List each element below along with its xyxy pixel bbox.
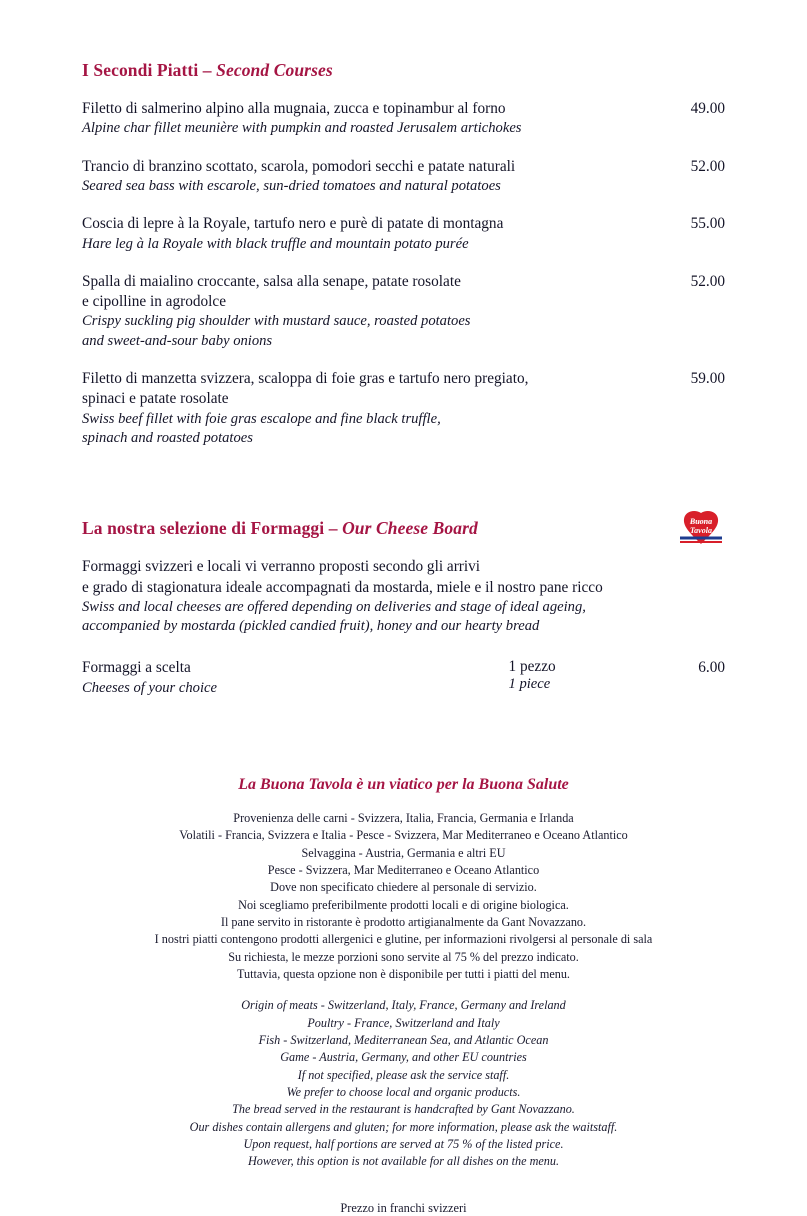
svg-text:Tavola: Tavola bbox=[690, 526, 712, 536]
section-title-en: Our Cheese Board bbox=[342, 518, 478, 539]
footer-note-line-en: The bread served in the restaurant is handcrafted by Gant Novazzano. bbox=[232, 1102, 575, 1117]
footer-title: La Buona Tavola è un viatico per la Buona Salute bbox=[238, 775, 569, 793]
section-title-dash: – bbox=[324, 518, 343, 539]
cheese-desc-it-line: Formaggi svizzeri e locali vi verranno proposti secondo gli arrivi bbox=[82, 558, 481, 576]
menu-item-price: 59.00 bbox=[690, 369, 725, 387]
menu-item-price: 49.00 bbox=[690, 100, 725, 117]
section-title-it: La nostra selezione di Formaggi bbox=[82, 518, 325, 539]
footer-notes bbox=[82, 776, 725, 1216]
footer-note-line: Provenienza delle carni - Svizzera, Italia, Francia, Germania e Irlanda bbox=[233, 810, 574, 825]
menu-item-text bbox=[82, 214, 665, 254]
menu-item-en-line: Alpine char fillet meunière with pumpkin and roasted Jerusalem artichokes bbox=[82, 120, 522, 137]
menu-item-it-line: e cipolline in agrodolce bbox=[82, 293, 226, 311]
footer-note-line-en: Game - Austria, Germany, and other EU countries bbox=[280, 1050, 527, 1065]
footer-note-line-en: Origin of meats - Switzerland, Italy, France, Germany and Ireland bbox=[241, 998, 566, 1013]
menu-item-en-line: Cheeses of your choice bbox=[82, 679, 217, 696]
menu-item bbox=[82, 272, 725, 351]
footer-note-line: Tuttavia, questa opzione non è disponibile per tutti i piatti del menu. bbox=[237, 966, 570, 981]
menu-item bbox=[82, 99, 725, 139]
menu-item-en-line: Swiss beef fillet with foie gras escalope and fine black truffle, bbox=[82, 410, 441, 427]
menu-item-it-line: Coscia di lepre à la Royale, tartufo nero e purè di patate di montagna bbox=[82, 215, 504, 233]
menu-item-it-line: Formaggi a scelta bbox=[82, 659, 191, 677]
buona-tavola-logo bbox=[677, 508, 725, 552]
menu-item-price: 52.00 bbox=[690, 272, 725, 290]
menu-item-en-line: spinach and roasted potatoes bbox=[82, 429, 253, 446]
footer-note-line-en: Poultry - France, Switzerland and Italy bbox=[307, 1015, 500, 1030]
currency-note: Prezzo in franchi svizzeri bbox=[340, 1200, 467, 1215]
footer-notes-en bbox=[82, 997, 725, 1170]
menu-item-it-line: Trancio di branzino scottato, scarola, pomodori secchi e patate naturali bbox=[82, 157, 516, 175]
footer-note-line: Il pane servito in ristorante è prodotto artigianalmente da Gant Novazzano. bbox=[220, 914, 587, 929]
section-title-en: Second Courses bbox=[216, 60, 333, 80]
cheese-desc-en-line: accompanied by mostarda (pickled candied fruit), honey and our hearty bread bbox=[82, 618, 540, 635]
section-cheese-board bbox=[82, 518, 725, 698]
menu-item bbox=[82, 157, 725, 197]
section-second-courses bbox=[82, 60, 725, 448]
menu-item-en-line: Seared sea bass with escarole, sun-dried tomatoes and natural potatoes bbox=[82, 177, 501, 194]
menu-item-text bbox=[82, 369, 665, 448]
menu-item-text bbox=[82, 658, 502, 698]
footer-note-line-en: However, this option is not available for all dishes on the menu. bbox=[247, 1154, 560, 1169]
cheese-description bbox=[82, 557, 725, 636]
section-title-it: I Secondi Piatti bbox=[82, 60, 199, 80]
menu-item bbox=[82, 214, 725, 254]
section-spacer bbox=[82, 466, 725, 518]
menu-item-text bbox=[82, 272, 665, 351]
footer-note-line-en: Our dishes contain allergens and gluten; for more information, please ask the waitstaff. bbox=[189, 1119, 618, 1134]
footer-note-line-en: Upon request, half portions are served at 75 % of the listed price. bbox=[243, 1136, 564, 1151]
menu-item-unit-it: 1 pezzo bbox=[508, 658, 556, 676]
footer-note-line: Pesce - Svizzera, Mar Mediterraneo e Oceano Atlantico bbox=[267, 862, 540, 877]
footer-note-line-en: Fish - Switzerland, Mediterranean Sea, and Atlantic Ocean bbox=[258, 1032, 549, 1047]
second-courses-list bbox=[82, 99, 725, 448]
menu-item-it-line: spinaci e patate rosolate bbox=[82, 390, 229, 408]
section-title-dash: – bbox=[198, 60, 217, 80]
menu-item bbox=[82, 369, 725, 448]
menu-item-it-line: Filetto di salmerino alpino alla mugnaia, zucca e topinambur al forno bbox=[82, 100, 506, 117]
menu-item-en-line: Hare leg à la Royale with black truffle and mountain potato purée bbox=[82, 235, 469, 252]
section-heading-cheese-board bbox=[82, 518, 725, 539]
footer-note-line: Volatili - Francia, Svizzera e Italia - Pesce - Svizzera, Mar Mediterraneo e Oceano Atlantico bbox=[179, 828, 628, 843]
menu-item-price: 52.00 bbox=[690, 157, 725, 175]
menu-item-price: 55.00 bbox=[690, 215, 725, 233]
menu-item bbox=[82, 658, 725, 698]
menu-item-en-line: and sweet-and-sour baby onions bbox=[82, 332, 273, 349]
section-heading-second-courses bbox=[82, 60, 725, 81]
svg-text:Buona: Buona bbox=[689, 517, 713, 527]
footer-note-line: I nostri piatti contengono prodotti allergenici e glutine, per informazioni rivolgersi al personale di sala bbox=[154, 932, 653, 947]
menu-item-unit bbox=[509, 658, 659, 693]
footer-note-line: Dove non specificato chiedere al personale di servizio. bbox=[270, 880, 537, 895]
footer-note-line: Su richiesta, le mezze porzioni sono servite al 75 % del prezzo indicato. bbox=[228, 949, 579, 964]
footer-note-line-en: If not specified, please ask the service staff. bbox=[297, 1067, 510, 1082]
cheese-desc-it-line: e grado di stagionatura ideale accompagnati da mostarda, miele e il nostro pane ricco bbox=[82, 578, 603, 596]
menu-item-price: 6.00 bbox=[698, 659, 725, 677]
footer-note-line: Noi scegliamo preferibilmente prodotti locali e di origine biologica. bbox=[238, 897, 569, 912]
menu-item-it-line: Spalla di maialino croccante, salsa alla senape, patate rosolate bbox=[82, 272, 461, 290]
footer-note-line: Selvaggina - Austria, Germania e altri EU bbox=[301, 845, 506, 860]
footer-notes-it bbox=[82, 810, 725, 983]
menu-item-unit-en: 1 piece bbox=[508, 676, 551, 693]
menu-item-en-line: Crispy suckling pig shoulder with mustard sauce, roasted potatoes bbox=[82, 313, 471, 330]
cheese-desc-en-line: Swiss and local cheeses are offered depending on deliveries and stage of ideal ageing, bbox=[82, 598, 586, 615]
menu-item-text bbox=[82, 157, 665, 197]
menu-item-text bbox=[82, 99, 665, 139]
footer-note-line-en: We prefer to choose local and organic products. bbox=[286, 1084, 521, 1099]
menu-item-it-line: Filetto di manzetta svizzera, scaloppa di foie gras e tartufo nero pregiato, bbox=[82, 369, 529, 387]
